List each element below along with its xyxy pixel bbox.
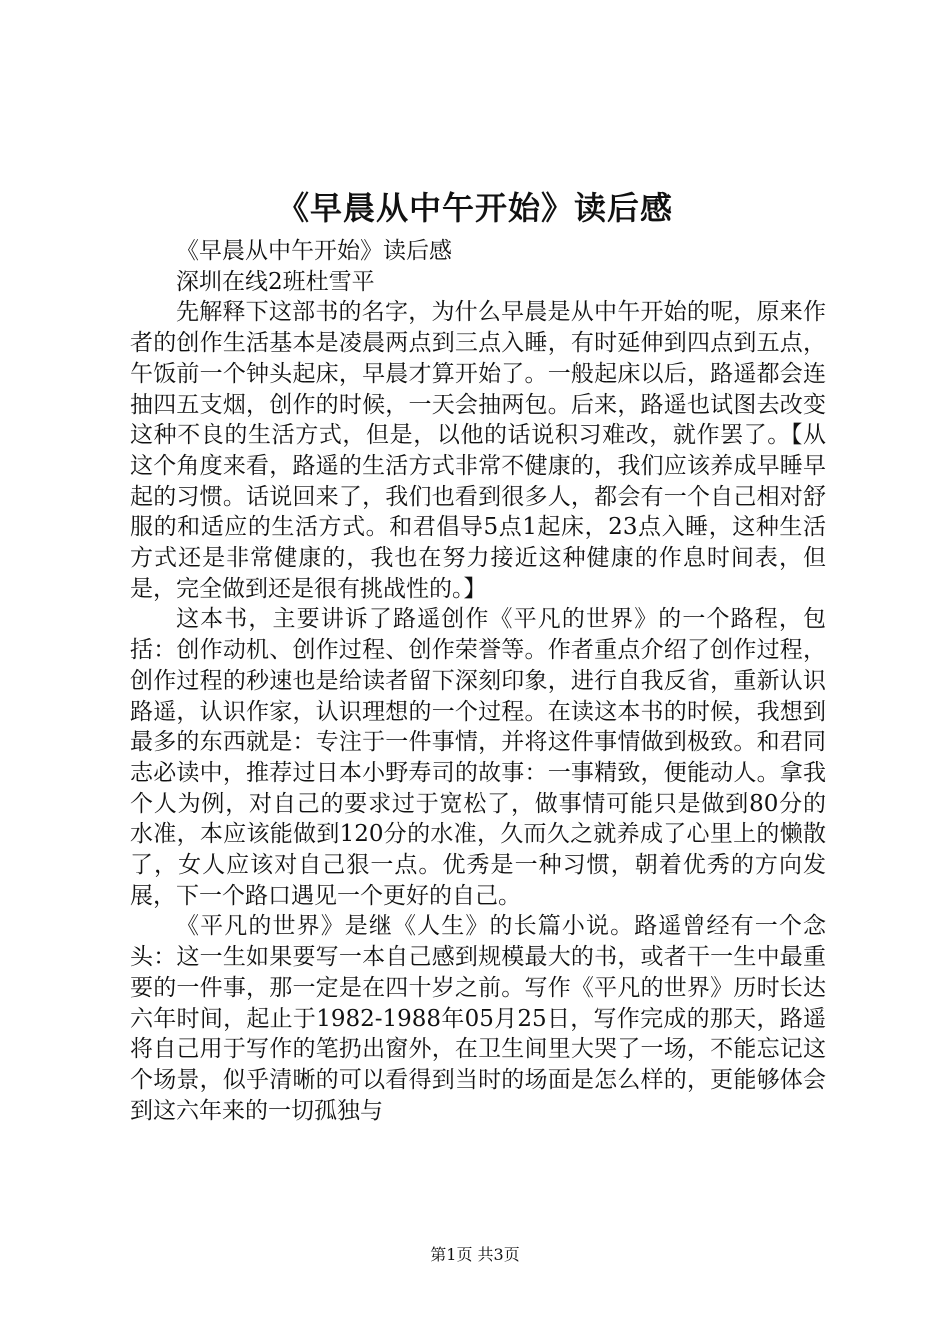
paragraph-2: 这本书，主要讲诉了路遥创作《平凡的世界》的一个路程，包括：创作动机、创作过程、创作荣誉等。作者重点介绍了创作过程，创作过程的秒速也是给读者留下深刻印象，进行自我反省，重新认识路遥，认识作家，认识理想的一个过程。在读这本书的时候，我想到最多的东西就是：专注于一件事情，并将这件事情做到极致。和君同志必读中，推荐过日本小野寿司的故事：一事精致，便能动人。拿我个人为例，对自己的要求过于宽松了，做事情可能只是做到80分的水准，本应该能做到120分的水准，久而久之就养成了心里上的懒散了，女人应该对自己狠一点。优秀是一种习惯，朝着优秀的方向发展，下一个路口遇见一个更好的自己。 (130, 606, 826, 909)
document-body (130, 236, 826, 1126)
paragraph-3: 《平凡的世界》是继《人生》的长篇小说。路遥曾经有一个念头：这一生如果要写一本自己感到规模最大的书，或者干一生中最重要的一件事，那一定是在四十岁之前。写作《平凡的世界》历时长达六年时间，起止于1982-1988年05月25日，写作完成的那天，路遥将自己用于写作的笔扔出窗外，在卫生间里大哭了一场，不能忘记这个场景，似乎清晰的可以看得到当时的场面是怎么样的，更能够体会到这六年来的一切孤独与 (130, 913, 826, 1124)
paragraph-1: 先解释下这部书的名字，为什么早晨是从中午开始的呢，原来作者的创作生活基本是凌晨两点到三点入睡，有时延伸到四点到五点，午饭前一个钟头起床，早晨才算开始了。一般起床以后，路遥都会连抽四五支烟，创作的时候，一天会抽两包。后来，路遥也试图去改变这种不良的生活方式，但是，以他的话说积习难改，就作罢了。【从这个角度来看，路遥的生活方式非常不健康的，我们应该养成早睡早起的习惯。话说回来了，我们也看到很多人，都会有一个自己相对舒服的和适应的生活方式。和君倡导5点1起床，23点入睡，这种生活方式还是非常健康的，我也在努力接近这种健康的作息时间表，但是，完全做到还是很有挑战性的。】 (130, 299, 826, 602)
page-footer: 第1页 共3页 (430, 1245, 520, 1264)
subtitle-line: 《早晨从中午开始》读后感 (176, 238, 452, 264)
document-title: 《早晨从中午开始》读后感 (276, 189, 673, 227)
author-line: 深圳在线2班杜雪平 (176, 268, 375, 295)
